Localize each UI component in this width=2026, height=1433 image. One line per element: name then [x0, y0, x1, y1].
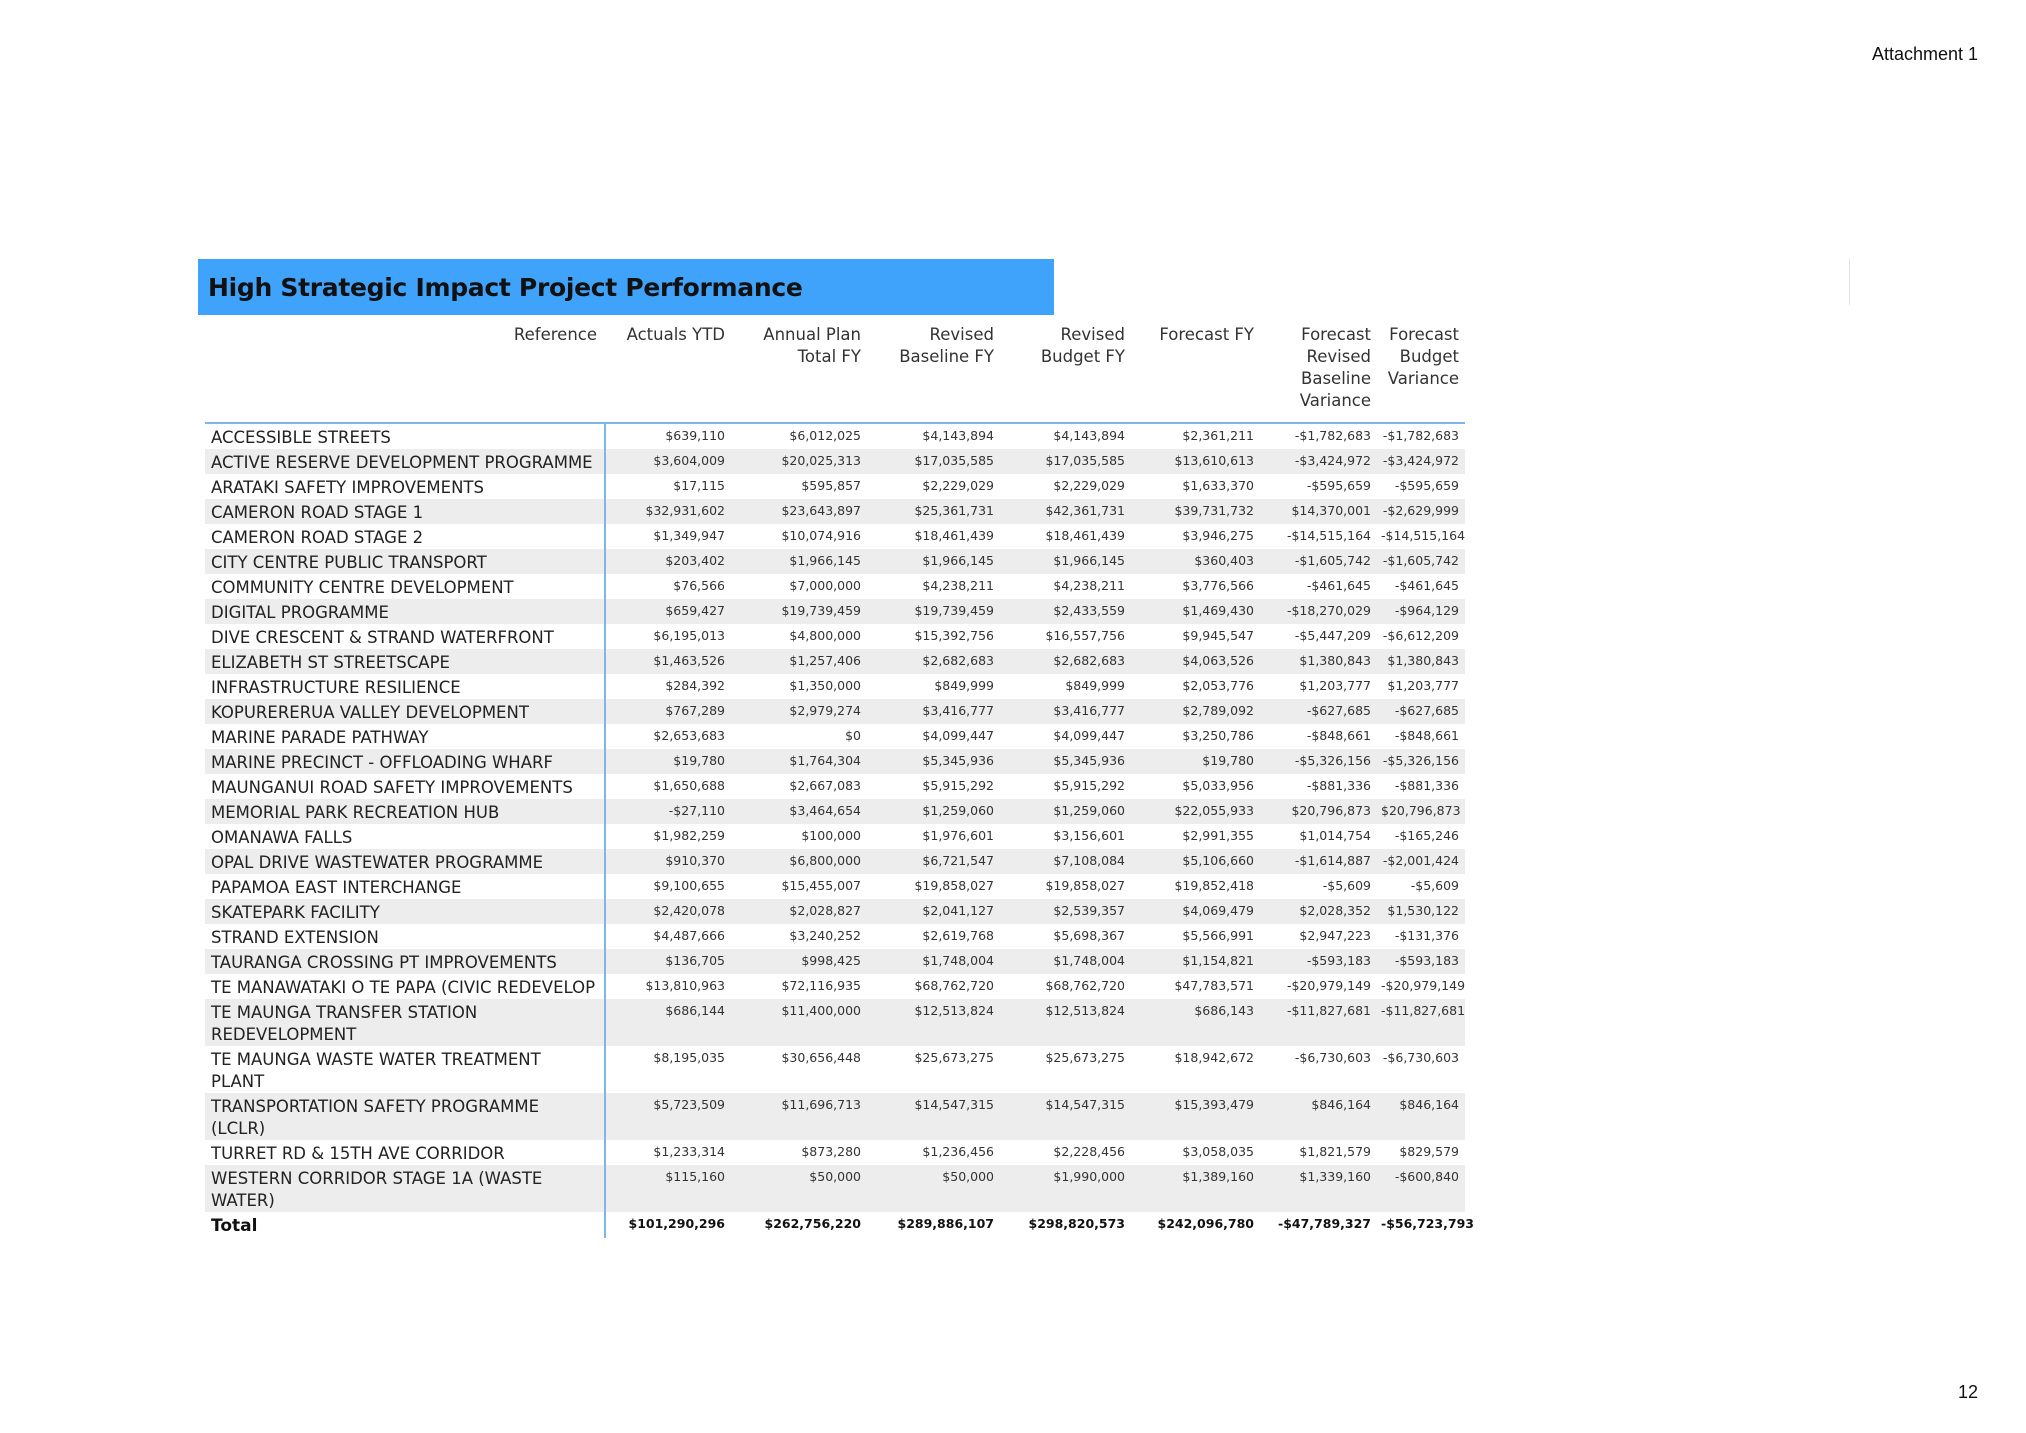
cell-forecast-fy: $22,055,933	[1131, 799, 1260, 824]
cell-forecast-revised-baseline-variance: -$20,979,149	[1286, 978, 1371, 993]
cell-revised-budget-fy: $42,361,731	[1000, 499, 1131, 524]
cell-annual-plan-total-fy: $4,800,000	[789, 628, 861, 643]
cell-revised-baseline-fy: $1,976,601	[922, 828, 994, 843]
table-row	[205, 924, 1465, 949]
table-row	[205, 899, 1465, 924]
cell-actuals-ytd: $76,566	[673, 578, 725, 593]
cell-actuals-ytd: $2,653,683	[653, 728, 725, 743]
cell-revised-budget-fy: $3,156,601	[1053, 828, 1125, 843]
column-header-forecast-revised-baseline-variance	[1260, 322, 1377, 423]
project-name-cell: CITY CENTRE PUBLIC TRANSPORT	[205, 549, 605, 574]
column-header-line: Forecast FY	[1159, 325, 1254, 344]
header-row	[205, 322, 1465, 423]
cell-forecast-budget-variance: -$461,645	[1394, 578, 1459, 593]
table-row	[205, 1165, 1465, 1212]
cell-revised-budget-fy: $25,673,275	[1045, 1050, 1125, 1065]
cell-forecast-revised-baseline-variance: -$461,645	[1306, 578, 1371, 593]
project-name-cell: MAUNGANUI ROAD SAFETY IMPROVEMENTS	[205, 774, 605, 799]
cell-forecast-budget-variance: -$2,001,424	[1377, 849, 1465, 874]
cell-forecast-revised-baseline-variance: -$5,326,156	[1260, 749, 1377, 774]
table-row	[205, 874, 1465, 899]
cell-revised-baseline-fy: $68,762,720	[914, 978, 994, 993]
project-name-cell: CAMERON ROAD STAGE 2	[205, 524, 605, 549]
cell-annual-plan-total-fy: $15,455,007	[781, 878, 861, 893]
cell-forecast-fy: $9,945,547	[1182, 628, 1254, 643]
cell-revised-budget-fy: $17,035,585	[1000, 449, 1131, 474]
cell-forecast-fy: $360,403	[1131, 549, 1260, 574]
cell-forecast-fy: $2,789,092	[1131, 699, 1260, 724]
total-forecast-revised-baseline-variance: -$47,789,327	[1278, 1216, 1371, 1231]
cell-forecast-budget-variance: -$964,129	[1377, 599, 1465, 624]
project-name-cell: STRAND EXTENSION	[205, 924, 605, 949]
cell-annual-plan-total-fy: $19,739,459	[731, 599, 867, 624]
cell-forecast-revised-baseline-variance: -$5,447,209	[1294, 628, 1371, 643]
cell-revised-budget-fy: $3,416,777	[1000, 699, 1131, 724]
table-row	[205, 1093, 1465, 1140]
cell-revised-budget-fy: $1,259,060	[1000, 799, 1131, 824]
cell-revised-baseline-fy: $5,915,292	[922, 778, 994, 793]
table-row	[205, 949, 1465, 974]
cell-forecast-budget-variance: -$3,424,972	[1377, 449, 1465, 474]
cell-forecast-revised-baseline-variance: $1,380,843	[1260, 649, 1377, 674]
cell-forecast-revised-baseline-variance: -$3,424,972	[1260, 449, 1377, 474]
cell-forecast-revised-baseline-variance: -$6,730,603	[1294, 1050, 1371, 1065]
cell-revised-budget-fy: $7,108,084	[1000, 849, 1131, 874]
cell-annual-plan-total-fy: $3,240,252	[789, 928, 861, 943]
project-name-cell: ELIZABETH ST STREETSCAPE	[205, 649, 605, 674]
cell-forecast-fy: $1,633,370	[1182, 478, 1254, 493]
table-row	[205, 749, 1465, 774]
project-name-cell: ACTIVE RESERVE DEVELOPMENT PROGRAMME	[205, 449, 605, 474]
cell-forecast-budget-variance: -$5,326,156	[1377, 749, 1465, 774]
cell-forecast-revised-baseline-variance: $14,370,001	[1260, 499, 1377, 524]
cell-revised-budget-fy: $1,990,000	[1000, 1165, 1131, 1212]
cell-revised-budget-fy: $12,513,824	[1000, 999, 1131, 1046]
cell-revised-baseline-fy: $14,547,315	[867, 1093, 1000, 1140]
cell-revised-baseline-fy: $4,143,894	[922, 428, 994, 443]
cell-annual-plan-total-fy: $23,643,897	[731, 499, 867, 524]
cell-forecast-fy: $3,058,035	[1182, 1144, 1254, 1159]
cell-annual-plan-total-fy: $11,400,000	[731, 999, 867, 1046]
cell-annual-plan-total-fy: $20,025,313	[731, 449, 867, 474]
project-name-cell: OPAL DRIVE WASTEWATER PROGRAMME	[205, 849, 605, 874]
cell-revised-baseline-fy: $4,099,447	[922, 728, 994, 743]
cell-actuals-ytd: $1,349,947	[653, 528, 725, 543]
cell-annual-plan-total-fy: $2,667,083	[789, 778, 861, 793]
cell-revised-budget-fy: $14,547,315	[1000, 1093, 1131, 1140]
cell-forecast-fy: $686,143	[1131, 999, 1260, 1046]
page-number: 12	[1957, 1382, 1978, 1402]
table-row	[205, 699, 1465, 724]
table-row	[205, 599, 1465, 624]
column-header-line: Total FY	[797, 347, 861, 366]
cell-revised-baseline-fy: $1,748,004	[867, 949, 1000, 974]
cell-forecast-fy: $5,106,660	[1131, 849, 1260, 874]
project-name-cell: MEMORIAL PARK RECREATION HUB	[205, 799, 605, 824]
cell-forecast-budget-variance: -$627,685	[1377, 699, 1465, 724]
total-forecast-fy: $242,096,780	[1157, 1216, 1254, 1231]
total-revised-baseline-fy: $289,886,107	[897, 1216, 994, 1231]
cell-actuals-ytd: $4,487,666	[653, 928, 725, 943]
cell-annual-plan-total-fy: $1,257,406	[731, 649, 867, 674]
cell-annual-plan-total-fy: $1,966,145	[731, 549, 867, 574]
cell-revised-budget-fy: $5,915,292	[1053, 778, 1125, 793]
cell-forecast-revised-baseline-variance: $1,203,777	[1299, 678, 1371, 693]
cell-annual-plan-total-fy: $873,280	[801, 1144, 861, 1159]
cell-forecast-revised-baseline-variance: $1,339,160	[1260, 1165, 1377, 1212]
cell-actuals-ytd: $115,160	[605, 1165, 731, 1212]
cell-forecast-revised-baseline-variance: -$18,270,029	[1260, 599, 1377, 624]
project-performance-table-container	[205, 322, 1474, 1238]
cell-forecast-budget-variance: -$6,730,603	[1382, 1050, 1459, 1065]
project-name-cell: KOPURERERUA VALLEY DEVELOPMENT	[205, 699, 605, 724]
table-row	[205, 1140, 1465, 1165]
cell-revised-budget-fy: $68,762,720	[1045, 978, 1125, 993]
project-name-cell: ACCESSIBLE STREETS	[205, 423, 605, 449]
cell-revised-budget-fy: $16,557,756	[1045, 628, 1125, 643]
cell-revised-baseline-fy: $19,858,027	[914, 878, 994, 893]
cell-forecast-fy: $3,946,275	[1182, 528, 1254, 543]
table-row	[205, 849, 1465, 874]
cell-actuals-ytd: $659,427	[605, 599, 731, 624]
column-header-line: Forecast	[1389, 325, 1459, 344]
column-header-reference	[205, 322, 605, 423]
cell-forecast-revised-baseline-variance: $1,821,579	[1299, 1144, 1371, 1159]
project-name-cell: OMANAWA FALLS	[205, 824, 605, 849]
cell-revised-baseline-fy: $6,721,547	[867, 849, 1000, 874]
cell-revised-baseline-fy: $12,513,824	[867, 999, 1000, 1046]
project-name-cell: PAPAMOA EAST INTERCHANGE	[205, 874, 605, 899]
cell-revised-baseline-fy: $1,966,145	[867, 549, 1000, 574]
cell-forecast-budget-variance: -$600,840	[1377, 1165, 1465, 1212]
cell-forecast-budget-variance: $829,579	[1399, 1144, 1459, 1159]
table-row	[205, 824, 1465, 849]
cell-actuals-ytd: -$27,110	[605, 799, 731, 824]
cell-forecast-budget-variance: -$14,515,164	[1381, 528, 1466, 543]
cell-revised-budget-fy: $2,228,456	[1053, 1144, 1125, 1159]
table-body	[205, 423, 1465, 1212]
cell-forecast-fy: $47,783,571	[1174, 978, 1254, 993]
cell-forecast-budget-variance: $1,380,843	[1377, 649, 1465, 674]
total-annual-plan-total-fy: $262,756,220	[764, 1216, 861, 1231]
column-header-line: Reference	[513, 325, 597, 344]
table-row	[205, 724, 1465, 749]
column-header-line: Revised	[1306, 347, 1371, 366]
divider	[1849, 259, 1850, 305]
cell-revised-budget-fy: $2,682,683	[1000, 649, 1131, 674]
attachment-label: Attachment 1	[1871, 44, 1978, 64]
cell-forecast-budget-variance: -$20,979,149	[1381, 978, 1466, 993]
cell-forecast-revised-baseline-variance: -$5,609	[1322, 878, 1371, 893]
project-name-cell: TE MANAWATAKI O TE PAPA (CIVIC REDEVELOP	[205, 974, 605, 999]
cell-annual-plan-total-fy: $72,116,935	[781, 978, 861, 993]
cell-actuals-ytd: $6,195,013	[653, 628, 725, 643]
table-row	[205, 449, 1465, 474]
cell-annual-plan-total-fy: $1,764,304	[731, 749, 867, 774]
project-name-cell: MARINE PRECINCT - OFFLOADING WHARF	[205, 749, 605, 774]
cell-annual-plan-total-fy: $7,000,000	[789, 578, 861, 593]
cell-forecast-fy: $13,610,613	[1131, 449, 1260, 474]
table-row	[205, 649, 1465, 674]
table-row	[205, 674, 1465, 699]
total-actuals-ytd: $101,290,296	[628, 1216, 725, 1231]
cell-revised-baseline-fy: $2,041,127	[867, 899, 1000, 924]
cell-revised-baseline-fy: $4,238,211	[922, 578, 994, 593]
table-row	[205, 524, 1465, 549]
cell-forecast-fy: $18,942,672	[1174, 1050, 1254, 1065]
cell-annual-plan-total-fy: $100,000	[801, 828, 861, 843]
table-row	[205, 799, 1465, 824]
cell-revised-baseline-fy: $25,673,275	[914, 1050, 994, 1065]
cell-annual-plan-total-fy: $3,464,654	[731, 799, 867, 824]
project-name-cell: INFRASTRUCTURE RESILIENCE	[205, 674, 605, 699]
column-header-line: Annual Plan	[763, 325, 861, 344]
cell-forecast-fy: $39,731,732	[1131, 499, 1260, 524]
project-name-cell: MARINE PARADE PATHWAY	[205, 724, 605, 749]
column-header-line: Variance	[1387, 369, 1459, 388]
column-header-revised-baseline-fy	[867, 322, 1000, 423]
column-header-line: Budget FY	[1040, 347, 1125, 366]
cell-actuals-ytd: $284,392	[665, 678, 725, 693]
table-row	[205, 1046, 1465, 1093]
cell-annual-plan-total-fy: $50,000	[731, 1165, 867, 1212]
column-header-forecast-budget-variance	[1377, 322, 1465, 423]
cell-revised-baseline-fy: $3,416,777	[867, 699, 1000, 724]
cell-annual-plan-total-fy: $30,656,448	[781, 1050, 861, 1065]
project-name-cell: DIGITAL PROGRAMME	[205, 599, 605, 624]
cell-revised-budget-fy: $2,229,029	[1053, 478, 1125, 493]
cell-annual-plan-total-fy: $6,800,000	[731, 849, 867, 874]
table-row	[205, 499, 1465, 524]
cell-forecast-revised-baseline-variance: -$627,685	[1260, 699, 1377, 724]
cell-revised-baseline-fy: $5,345,936	[867, 749, 1000, 774]
column-header-line: Revised	[1060, 325, 1125, 344]
cell-actuals-ytd: $9,100,655	[653, 878, 725, 893]
cell-forecast-revised-baseline-variance: $1,014,754	[1299, 828, 1371, 843]
cell-revised-budget-fy: $2,433,559	[1000, 599, 1131, 624]
cell-forecast-revised-baseline-variance: -$1,782,683	[1294, 428, 1371, 443]
table-footer	[205, 1212, 1474, 1238]
project-name-cell: CAMERON ROAD STAGE 1	[205, 499, 605, 524]
total-revised-budget-fy: $298,820,573	[1028, 1216, 1125, 1231]
cell-annual-plan-total-fy: $2,028,827	[731, 899, 867, 924]
cell-revised-baseline-fy: $25,361,731	[867, 499, 1000, 524]
cell-actuals-ytd: $19,780	[605, 749, 731, 774]
cell-revised-budget-fy: $4,099,447	[1053, 728, 1125, 743]
cell-revised-baseline-fy: $849,999	[934, 678, 994, 693]
column-header-line: Actuals YTD	[626, 325, 725, 344]
cell-revised-baseline-fy: $17,035,585	[867, 449, 1000, 474]
total-forecast-budget-variance: -$56,723,793	[1381, 1216, 1474, 1231]
project-name-cell: TURRET RD & 15TH AVE CORRIDOR	[205, 1140, 605, 1165]
cell-forecast-fy: $1,469,430	[1131, 599, 1260, 624]
cell-actuals-ytd: $203,402	[605, 549, 731, 574]
cell-annual-plan-total-fy: $10,074,916	[781, 528, 861, 543]
cell-forecast-budget-variance: -$595,659	[1394, 478, 1459, 493]
cell-forecast-budget-variance: -$5,609	[1410, 878, 1459, 893]
cell-revised-budget-fy: $4,143,894	[1053, 428, 1125, 443]
cell-annual-plan-total-fy: $11,696,713	[731, 1093, 867, 1140]
cell-actuals-ytd: $639,110	[665, 428, 725, 443]
cell-forecast-fy: $15,393,479	[1131, 1093, 1260, 1140]
cell-actuals-ytd: $1,233,314	[653, 1144, 725, 1159]
cell-forecast-fy: $2,361,211	[1182, 428, 1254, 443]
cell-actuals-ytd: $32,931,602	[605, 499, 731, 524]
cell-forecast-fy: $2,991,355	[1182, 828, 1254, 843]
cell-annual-plan-total-fy: $0	[845, 728, 861, 743]
cell-forecast-revised-baseline-variance: -$593,183	[1260, 949, 1377, 974]
cell-revised-baseline-fy: $19,739,459	[867, 599, 1000, 624]
table-row	[205, 549, 1465, 574]
cell-revised-budget-fy: $1,966,145	[1000, 549, 1131, 574]
cell-actuals-ytd: $13,810,963	[645, 978, 725, 993]
cell-revised-baseline-fy: $18,461,439	[914, 528, 994, 543]
cell-annual-plan-total-fy: $1,350,000	[789, 678, 861, 693]
cell-annual-plan-total-fy: $6,012,025	[789, 428, 861, 443]
cell-actuals-ytd: $136,705	[605, 949, 731, 974]
cell-forecast-budget-variance: $20,796,873	[1377, 799, 1465, 824]
cell-forecast-budget-variance: -$131,376	[1394, 928, 1459, 943]
cell-revised-baseline-fy: $2,619,768	[922, 928, 994, 943]
table-row	[205, 624, 1465, 649]
project-name-cell: WESTERN CORRIDOR STAGE 1A (WASTE WATER)	[205, 1165, 605, 1212]
cell-actuals-ytd: $686,144	[605, 999, 731, 1046]
cell-revised-budget-fy: $18,461,439	[1045, 528, 1125, 543]
column-header-line: Revised	[929, 325, 994, 344]
cell-forecast-fy: $19,780	[1131, 749, 1260, 774]
cell-actuals-ytd: $3,604,009	[605, 449, 731, 474]
cell-forecast-fy: $4,069,479	[1131, 899, 1260, 924]
cell-forecast-budget-variance: -$593,183	[1377, 949, 1465, 974]
cell-forecast-revised-baseline-variance: $846,164	[1260, 1093, 1377, 1140]
cell-forecast-budget-variance: $1,530,122	[1377, 899, 1465, 924]
column-header-line: Variance	[1299, 391, 1371, 410]
cell-revised-budget-fy: $5,345,936	[1000, 749, 1131, 774]
cell-forecast-fy: $19,852,418	[1174, 878, 1254, 893]
total-label: Total	[205, 1212, 605, 1238]
column-header-actuals-ytd	[605, 322, 731, 423]
cell-forecast-revised-baseline-variance: -$14,515,164	[1286, 528, 1371, 543]
column-header-line: Baseline	[1301, 369, 1371, 388]
project-name-cell: ARATAKI SAFETY IMPROVEMENTS	[205, 474, 605, 499]
cell-forecast-fy: $5,566,991	[1182, 928, 1254, 943]
cell-revised-budget-fy: $849,999	[1065, 678, 1125, 693]
cell-actuals-ytd: $8,195,035	[653, 1050, 725, 1065]
cell-forecast-budget-variance: $1,203,777	[1387, 678, 1459, 693]
cell-forecast-fy: $3,250,786	[1182, 728, 1254, 743]
cell-forecast-revised-baseline-variance: -$848,661	[1306, 728, 1371, 743]
cell-actuals-ytd: $1,982,259	[653, 828, 725, 843]
cell-forecast-fy: $3,776,566	[1182, 578, 1254, 593]
table-row	[205, 999, 1465, 1046]
cell-revised-budget-fy: $19,858,027	[1045, 878, 1125, 893]
project-name-cell: TE MAUNGA TRANSFER STATION REDEVELOPMENT	[205, 999, 605, 1046]
cell-forecast-budget-variance: -$881,336	[1394, 778, 1459, 793]
project-name-cell: TAURANGA CROSSING PT IMPROVEMENTS	[205, 949, 605, 974]
cell-forecast-fy: $1,389,160	[1131, 1165, 1260, 1212]
project-name-cell: TE MAUNGA WASTE WATER TREATMENT PLANT	[205, 1046, 605, 1093]
cell-annual-plan-total-fy: $2,979,274	[731, 699, 867, 724]
cell-revised-baseline-fy: $2,229,029	[922, 478, 994, 493]
cell-forecast-revised-baseline-variance: -$595,659	[1306, 478, 1371, 493]
report-title-bar	[198, 259, 1054, 315]
cell-forecast-revised-baseline-variance: $2,947,223	[1299, 928, 1371, 943]
table-row	[205, 423, 1465, 449]
cell-actuals-ytd: $1,463,526	[605, 649, 731, 674]
cell-forecast-revised-baseline-variance: $2,028,352	[1260, 899, 1377, 924]
cell-actuals-ytd: $5,723,509	[605, 1093, 731, 1140]
cell-actuals-ytd: $17,115	[673, 478, 725, 493]
cell-revised-baseline-fy: $2,682,683	[867, 649, 1000, 674]
cell-forecast-budget-variance: -$6,612,209	[1382, 628, 1459, 643]
cell-revised-baseline-fy: $1,259,060	[867, 799, 1000, 824]
table-row	[205, 974, 1465, 999]
cell-forecast-fy: $1,154,821	[1131, 949, 1260, 974]
cell-forecast-budget-variance: -$848,661	[1394, 728, 1459, 743]
cell-forecast-budget-variance: $846,164	[1377, 1093, 1465, 1140]
cell-revised-budget-fy: $2,539,357	[1000, 899, 1131, 924]
total-row	[205, 1212, 1465, 1238]
project-name-cell: DIVE CRESCENT & STRAND WATERFRONT	[205, 624, 605, 649]
cell-actuals-ytd: $2,420,078	[605, 899, 731, 924]
cell-forecast-fy: $5,033,956	[1182, 778, 1254, 793]
table-row	[205, 474, 1465, 499]
column-header-annual-plan-total-fy	[731, 322, 867, 423]
cell-revised-budget-fy: $1,748,004	[1000, 949, 1131, 974]
cell-forecast-budget-variance: -$165,246	[1394, 828, 1459, 843]
cell-forecast-budget-variance: -$11,827,681	[1377, 999, 1465, 1046]
cell-forecast-revised-baseline-variance: -$1,614,887	[1260, 849, 1377, 874]
cell-actuals-ytd: $1,650,688	[653, 778, 725, 793]
project-name-cell: TRANSPORTATION SAFETY PROGRAMME (LCLR)	[205, 1093, 605, 1140]
cell-revised-baseline-fy: $50,000	[867, 1165, 1000, 1212]
cell-revised-budget-fy: $5,698,367	[1053, 928, 1125, 943]
cell-forecast-revised-baseline-variance: -$11,827,681	[1260, 999, 1377, 1046]
cell-forecast-revised-baseline-variance: $20,796,873	[1260, 799, 1377, 824]
column-header-line: Budget	[1399, 347, 1459, 366]
table-row	[205, 774, 1465, 799]
cell-forecast-revised-baseline-variance: -$1,605,742	[1260, 549, 1377, 574]
table-header	[205, 322, 1465, 423]
project-performance-table	[205, 322, 1474, 1238]
project-name-cell: SKATEPARK FACILITY	[205, 899, 605, 924]
cell-forecast-fy: $4,063,526	[1131, 649, 1260, 674]
cell-forecast-budget-variance: -$1,782,683	[1382, 428, 1459, 443]
cell-revised-baseline-fy: $1,236,456	[922, 1144, 994, 1159]
cell-annual-plan-total-fy: $998,425	[731, 949, 867, 974]
cell-forecast-revised-baseline-variance: -$881,336	[1306, 778, 1371, 793]
cell-actuals-ytd: $767,289	[605, 699, 731, 724]
column-header-forecast-fy	[1131, 322, 1260, 423]
cell-forecast-fy: $2,053,776	[1182, 678, 1254, 693]
report-title: High Strategic Impact Project Performance	[208, 272, 803, 302]
column-header-line: Forecast	[1301, 325, 1371, 344]
cell-forecast-budget-variance: -$1,605,742	[1377, 549, 1465, 574]
column-header-line: Baseline FY	[899, 347, 994, 366]
table-row	[205, 574, 1465, 599]
cell-actuals-ytd: $910,370	[605, 849, 731, 874]
cell-annual-plan-total-fy: $595,857	[801, 478, 861, 493]
column-header-revised-budget-fy	[1000, 322, 1131, 423]
cell-forecast-budget-variance: -$2,629,999	[1377, 499, 1465, 524]
cell-revised-baseline-fy: $15,392,756	[914, 628, 994, 643]
project-name-cell: COMMUNITY CENTRE DEVELOPMENT	[205, 574, 605, 599]
cell-revised-budget-fy: $4,238,211	[1053, 578, 1125, 593]
